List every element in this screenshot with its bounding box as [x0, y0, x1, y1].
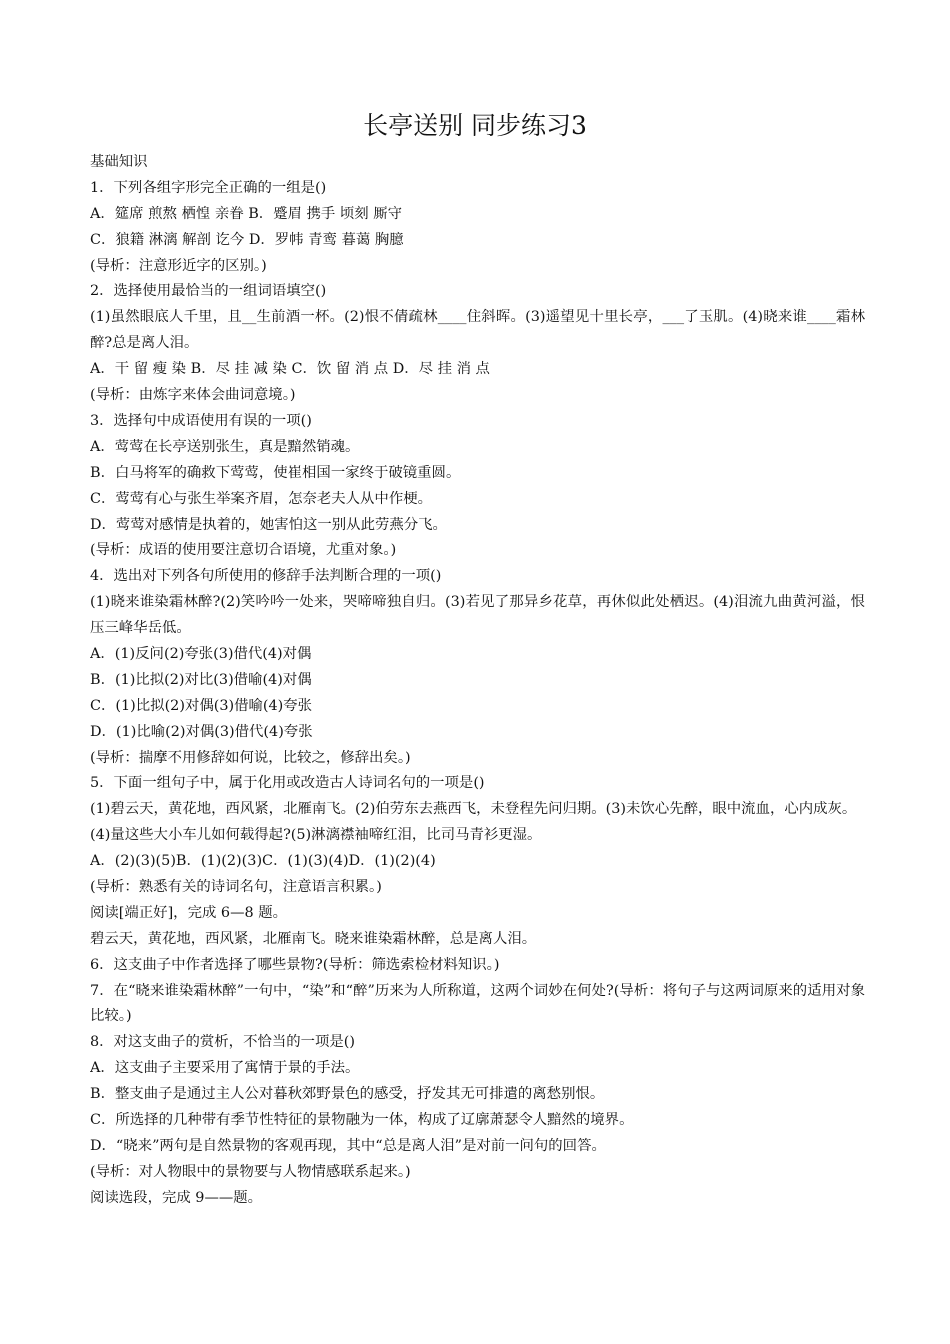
text-line: 6．这支曲子中作者选择了哪些景物?(导析：筛选索检材料知识。) [90, 956, 500, 973]
text-line: (1)虽然眼底人千里，且__生前酒一杯。(2)恨不倩疏林____住斜晖。(3)遥望见十里长亭，___了玉肌。(4)晓来谁____霜林醉?总是离人泪。 [90, 309, 865, 352]
text-line: (1)碧云天，黄花地，西风紧，北雁南飞。(2)伯劳东去燕西飞，未登程先问归期。(3)未饮心先醉，眼中流血，心内成灰。 [90, 801, 857, 818]
page-title: 长亭送别 同步练习3 [363, 111, 587, 140]
text-line: 碧云天，黄花地，西风紧，北雁南飞。晓来谁染霜林醉，总是离人泪。 [90, 930, 537, 947]
text-line: 阅读选段，完成 9——题。 [90, 1189, 263, 1206]
text-line: A．(2)(3)(5)B．(1)(2)(3)C．(1)(3)(4)D．(1)(2)(4) [90, 853, 436, 870]
text-line: B．整支曲子是通过主人公对暮秋郊野景色的感受，抒发其无可排遣的离愁别恨。 [90, 1086, 605, 1103]
text-line: (导析：揣摩不用修辞如何说，比较之，修辞出矣。) [90, 749, 411, 766]
text-line: 3．选择句中成语使用有误的一项() [90, 412, 312, 429]
text-line: C．(1)比拟(2)对偶(3)借喻(4)夸张 [90, 697, 313, 714]
text-line: A．(1)反问(2)夸张(3)借代(4)对偶 [90, 645, 312, 662]
text-line: B．(1)比拟(2)对比(3)借喻(4)对偶 [90, 671, 312, 688]
text-line: 基础知识 [90, 154, 148, 170]
text-line: (导析：熟悉有关的诗词名句，注意语言积累。) [90, 879, 382, 896]
text-line: (导析：成语的使用要注意切合语境，尤重对象。) [90, 542, 397, 559]
text-line: (4)量这些大小车儿如何载得起?(5)淋漓襟袖啼红泪，比司马青衫更湿。 [90, 827, 542, 844]
text-line: 1．下列各组字形完全正确的一组是() [90, 179, 327, 196]
text-line: C．莺莺有心与张生举案齐眉，怎奈老夫人从中作梗。 [90, 490, 432, 507]
text-line: A．筵席 煎熬 栖惶 亲眷 B．蹙眉 携手 顷刻 厮守 [90, 205, 403, 222]
text-line: 8．对这支曲子的赏析，不恰当的一项是() [90, 1034, 356, 1051]
text-line: C．狼籍 淋漓 解剖 讫今 D．罗帏 青鸾 暮蔼 胸臆 [90, 231, 404, 248]
text-line: C．所选择的几种带有季节性特征的景物融为一体，构成了辽廓萧瑟令人黯然的境界。 [90, 1112, 634, 1129]
text-line: (导析：由炼字来体会曲词意境。) [90, 387, 296, 404]
text-line: D．(1)比喻(2)对偶(3)借代(4)夸张 [90, 723, 313, 740]
text-line: A．这支曲子主要采用了寓情于景的手法。 [90, 1060, 360, 1077]
text-line: D．“晓来”两句是自然景物的客观再现，其中“总是离人泪”是对前一问句的回答。 [90, 1137, 606, 1154]
text-line: (导析：对人物眼中的景物要与人物情感联系起来。) [90, 1163, 411, 1180]
text-line: (1)晓来谁染霜林醉?(2)笑吟吟一处来，哭啼啼独自归。(3)若见了那异乡花草，再休似此处栖迟。(4)泪流九曲黄河溢，恨压三峰华岳低。 [90, 594, 865, 637]
text-line: (导析：注意形近字的区别。) [90, 257, 267, 274]
text-line: 阅读[端正好]，完成 6—8 题。 [90, 904, 287, 921]
text-line: D．莺莺对感情是执着的，她害怕这一别从此劳燕分飞。 [90, 516, 447, 533]
text-line: 5．下面一组句子中，属于化用或改造古人诗词名句的一项是() [90, 775, 485, 792]
text-line: 4．选出对下列各句所使用的修辞手法判断合理的一项() [90, 568, 442, 585]
text-line: B．白马将军的确救下莺莺，使崔相国一家终于破镜重圆。 [90, 464, 461, 481]
text-line: 7．在“晓来谁染霜林醉”一句中，“染”和“醉”历来为人所称道，这两个词妙在何处?(导析：将句子与这两词原来的适用对象比较。) [90, 982, 865, 1025]
document-body [90, 150, 865, 1212]
text-line: A．干 留 瘦 染 B．尽 挂 减 染 C．饮 留 消 点 D．尽 挂 消 点 [90, 361, 490, 378]
text-line: A．莺莺在长亭送别张生，真是黯然销魂。 [90, 438, 360, 455]
text-line: 2．选择使用最恰当的一组词语填空() [90, 283, 327, 300]
